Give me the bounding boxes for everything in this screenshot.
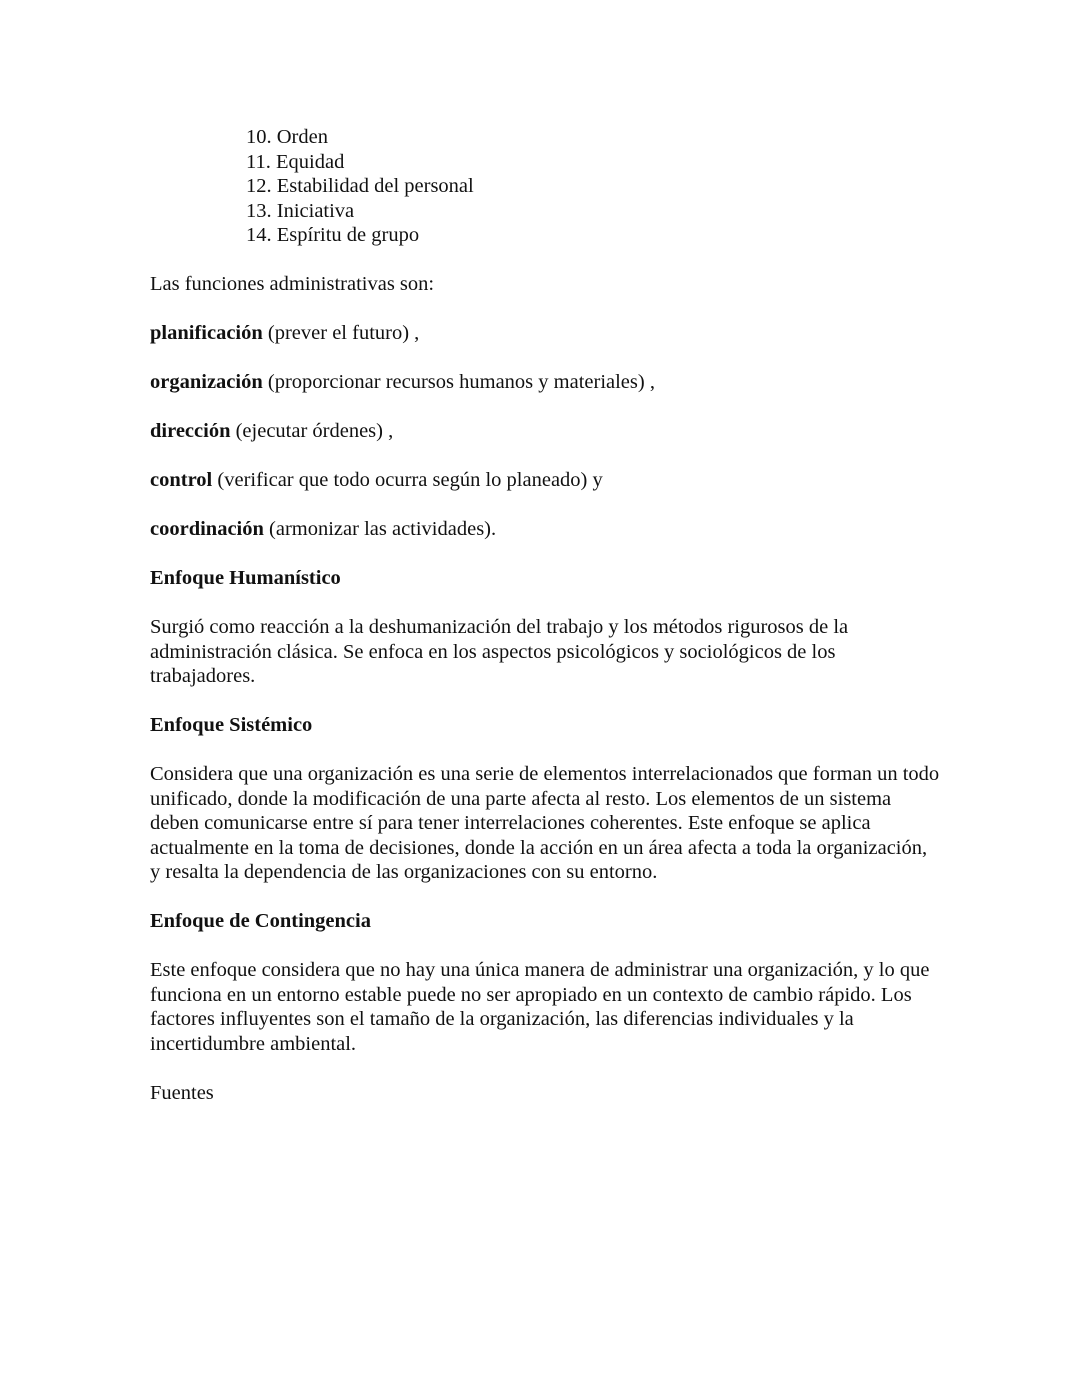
document-page xyxy=(150,125,940,1105)
function-desc: (armonizar las actividades). xyxy=(263,518,497,540)
list-item: 14. Espíritu de grupo xyxy=(246,224,420,246)
list-item: 13. Iniciativa xyxy=(246,199,355,222)
function-desc: (prever el futuro) , xyxy=(262,322,420,344)
section-body-sistemico: Considera que una organización es una serie de elementos interrelacionados que forman un todo unificado, donde la modificación de una parte afecta al resto. Los elementos de un sistema deben comunicarse entre sí para tener interrelaciones coherentes. Este enfoque se aplica actualmente en la toma de decisiones, donde la acción en un área afecta a toda la organización, y resalta la dependencia de las organizaciones con su entorno. xyxy=(150,763,940,883)
section-body-humanistico: Surgió como reacción a la deshumanización del trabajo y los métodos rigurosos de la administración clásica. Se enfoca en los aspectos psicológicos y sociológicos de los trabajadores. xyxy=(150,616,849,687)
section-title-humanistico: Enfoque Humanístico xyxy=(150,567,341,589)
section-body-contingencia: Este enfoque considera que no hay una única manera de administrar una organización, y lo que funciona en un entorno estable puede no ser apropiado en un contexto de cambio rápido. Los factores influyentes son el tamaño de la organización, las diferencias individuales y la incertidumbre ambiental. xyxy=(150,959,930,1055)
function-direccion xyxy=(150,419,940,444)
list-item: 12. Estabilidad del personal xyxy=(246,175,474,197)
function-term: organización xyxy=(150,371,263,393)
function-term: dirección xyxy=(150,420,231,442)
function-planificacion xyxy=(150,321,940,346)
function-coordinacion xyxy=(150,517,940,542)
function-organizacion xyxy=(150,370,940,395)
list-item: 11. Equidad xyxy=(246,150,345,173)
function-term: control xyxy=(150,469,213,491)
function-desc: (verificar que todo ocurra según lo planeado) y xyxy=(212,469,603,491)
functions-intro: Las funciones administrativas son: xyxy=(150,273,435,295)
function-term: planificación xyxy=(150,322,263,344)
principles-list xyxy=(150,125,940,248)
sources-label: Fuentes xyxy=(150,1081,214,1104)
section-title-sistemico: Enfoque Sistémico xyxy=(150,714,313,736)
function-desc: (ejecutar órdenes) , xyxy=(230,420,394,442)
function-term: coordinación xyxy=(150,518,264,540)
list-item: 10. Orden xyxy=(246,126,328,148)
function-desc: (proporcionar recursos humanos y materiales) , xyxy=(262,371,655,393)
function-control xyxy=(150,468,940,493)
section-title-contingencia: Enfoque de Contingencia xyxy=(150,910,371,932)
